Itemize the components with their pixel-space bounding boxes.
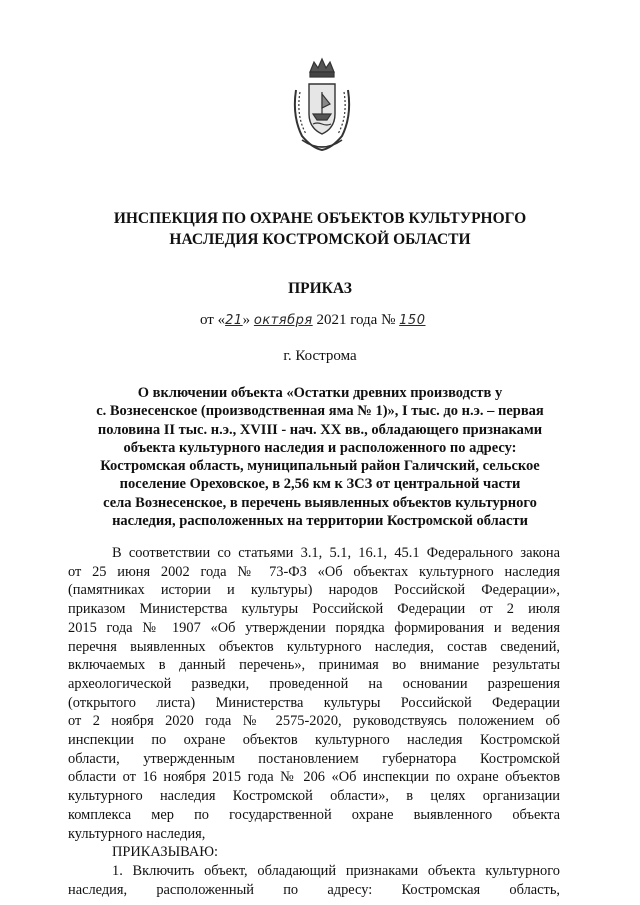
date-year: 2021 года №	[316, 312, 396, 328]
date-line	[200, 310, 425, 331]
body-line: инспекции по охране объектов культурного наследия Костромской	[68, 732, 560, 749]
order-number: 150	[399, 313, 426, 328]
date-prefix: от «	[200, 312, 226, 328]
body-line: ПРИКАЗЫВАЮ:	[112, 844, 219, 861]
order-body	[68, 544, 560, 899]
order-title	[70, 384, 570, 530]
coat-of-arms-icon	[282, 56, 362, 156]
body-line: приказом Министерства культуры Российской Федерации от 2 июля	[68, 601, 560, 618]
organization-name	[60, 208, 580, 250]
body-line: перечня выявленных объектов культурного наследия, состав сведений,	[68, 638, 560, 655]
title-line: с. Вознесенское (производственная яма № 1)», I тыс. до н.э. – первая	[96, 403, 544, 420]
org-line-2: НАСЛЕДИЯ КОСТРОМСКОЙ ОБЛАСТИ	[169, 231, 471, 248]
date-day: 21	[225, 313, 243, 328]
title-line: села Вознесенское, в перечень выявленных объектов культурного	[103, 494, 537, 511]
title-line: объекта культурного наследия и расположенного по адресу:	[123, 439, 517, 456]
body-line: (памятниках истории и культуры) народов Российской Федерации»,	[68, 582, 560, 599]
body-line: 2015 года № 1907 «Об утверждении порядка формирования и ведения	[68, 619, 560, 636]
body-line: культурного наследия,	[68, 825, 206, 842]
body-line: (открытого листа) Министерства культуры Российской Федерации	[68, 694, 560, 711]
title-line: поселение Ореховское, в 2,56 км к ЗСЗ от центральной части	[119, 476, 521, 493]
body-line: 1. Включить объект, обладающий признаками объекта культурного	[112, 862, 560, 879]
body-line: наследия, расположенный по адресу: Костромская область,	[68, 881, 560, 898]
body-line: от 2 ноября 2020 года № 2575-2020, руководствуясь положением об	[68, 713, 560, 730]
title-line: половина II тыс. н.э., XVIII - нач. XX вв., обладающего признаками	[97, 421, 543, 438]
title-line: наследия, расположенных на территории Костромской области	[112, 513, 528, 530]
document-type: ПРИКАЗ	[288, 280, 352, 297]
body-line: археологической разведки, проведенной на основании разрешения	[68, 675, 560, 692]
body-line: от 25 июня 2002 года № 73-ФЗ «Об объектах культурного наследия	[68, 563, 560, 580]
body-line: области, утвержденным постановлением губернатора Костромской	[68, 750, 560, 767]
body-line: области от 16 ноября 2015 года № 206 «Об инспекции по охране объектов	[68, 769, 560, 786]
title-line: Костромская область, муниципальный район Галичский, сельское	[100, 458, 540, 475]
title-line: О включении объекта «Остатки древних производств у	[137, 385, 503, 401]
body-line: В соответствии со статьями 3.1, 5.1, 16.1, 45.1 Федерального закона	[112, 545, 560, 561]
body-line: включаемых в данный перечень», принимая во внимание результаты	[68, 657, 560, 674]
body-line: культурного наследия Костромской области», в целях организации	[68, 788, 560, 805]
date-mid: »	[242, 312, 251, 328]
date-month: октября	[253, 313, 313, 328]
city: г. Кострома	[283, 348, 357, 364]
body-line: комплекса мер по государственной охране выявленного объекта	[68, 806, 560, 823]
org-line-1: ИНСПЕКЦИЯ ПО ОХРАНЕ ОБЪЕКТОВ КУЛЬТУРНОГО	[113, 210, 527, 227]
